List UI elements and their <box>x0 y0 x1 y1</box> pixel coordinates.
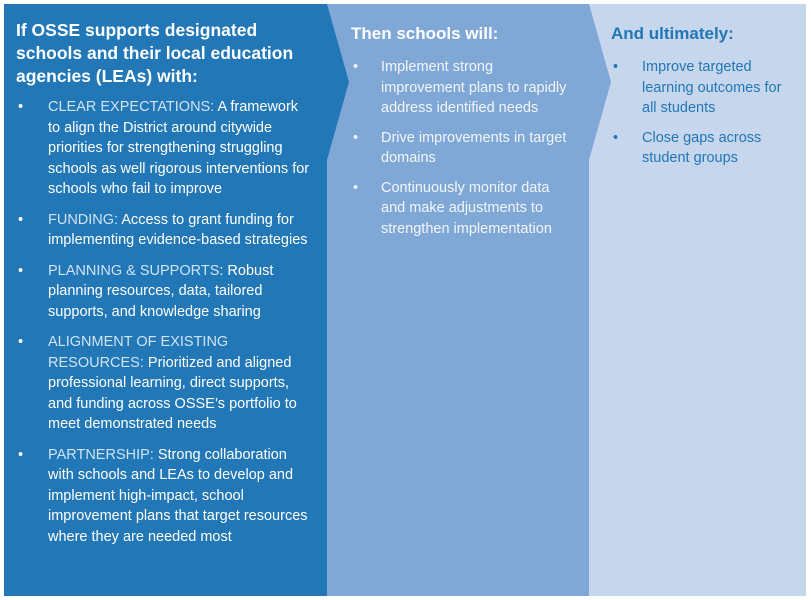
bullet-icon: • <box>613 129 619 146</box>
if-item-planning-supports <box>16 261 313 323</box>
bullet-icon: • <box>18 446 24 463</box>
then-item <box>351 57 575 119</box>
bullet-icon: • <box>353 59 359 75</box>
ultimately-item <box>611 57 794 119</box>
then-item <box>351 128 575 169</box>
then-item-text: Continuously monitor data and make adjustments to strengthen implementation <box>381 179 552 237</box>
if-item-text: Strong collaboration with schools and LEAs to develop and implement high-impact, school improvement plans that target resources where they are needed most <box>48 446 308 545</box>
if-column <box>4 4 327 596</box>
bullet-icon: • <box>613 59 619 75</box>
if-item-text: Access to grant funding for implementing evidence-based strategies <box>48 211 308 248</box>
if-item-text: Prioritized and aligned professional learning, direct supports, and funding across OSSE’s portfolio to meet demonstrated needs <box>48 354 297 432</box>
then-column <box>327 4 589 596</box>
ultimately-column-heading: And ultimately: <box>611 24 734 43</box>
ultimately-column <box>589 4 806 596</box>
if-item-label: CLEAR EXPECTATIONS: <box>48 99 215 115</box>
then-item <box>351 178 575 240</box>
then-column-heading: Then schools will: <box>351 24 499 43</box>
ultimately-column-list <box>611 57 794 169</box>
then-column-list <box>351 57 575 239</box>
bullet-icon: • <box>353 179 359 196</box>
if-item-partnership <box>16 445 313 548</box>
if-item-label: ALIGNMENT OF EXISTING RESOURCES: <box>48 334 229 371</box>
if-column-arrow <box>327 4 349 160</box>
if-item-clear-expectations <box>16 97 313 200</box>
ultimately-item-text: Improve targeted learning outcomes for all students <box>642 59 782 116</box>
if-item-text: : Robust planning resources, data, tailored supports, and knowledge sharing <box>48 262 274 320</box>
if-item-label: PARTNERSHIP: <box>48 446 154 463</box>
if-item-text: A framework to align the District around citywide priorities for strengthening struggling schools as well rigorous interventions for schools who fail to improve <box>48 99 310 197</box>
if-column-heading: If OSSE supports designated schools and their local education agencies (LEAs) with: <box>16 20 294 86</box>
ultimately-item-text: Close gaps across student groups <box>642 129 762 166</box>
if-item-label: FUNDING: <box>48 211 119 228</box>
bullet-icon: • <box>18 211 24 228</box>
if-item-alignment <box>16 332 313 435</box>
bullet-icon: • <box>18 99 24 115</box>
then-item-text: Implement strong improvement plans to rapidly address identified needs <box>381 59 567 116</box>
then-item-text: Drive improvements in target domains <box>381 129 567 166</box>
if-column-list <box>16 97 313 547</box>
then-column-arrow <box>589 4 611 160</box>
ultimately-item <box>611 128 794 169</box>
bullet-icon: • <box>353 129 359 146</box>
if-item-funding <box>16 210 313 251</box>
if-item-label: PLANNING & SUPPORTS <box>48 262 220 279</box>
bullet-icon: • <box>18 262 24 279</box>
bullet-icon: • <box>18 334 24 350</box>
